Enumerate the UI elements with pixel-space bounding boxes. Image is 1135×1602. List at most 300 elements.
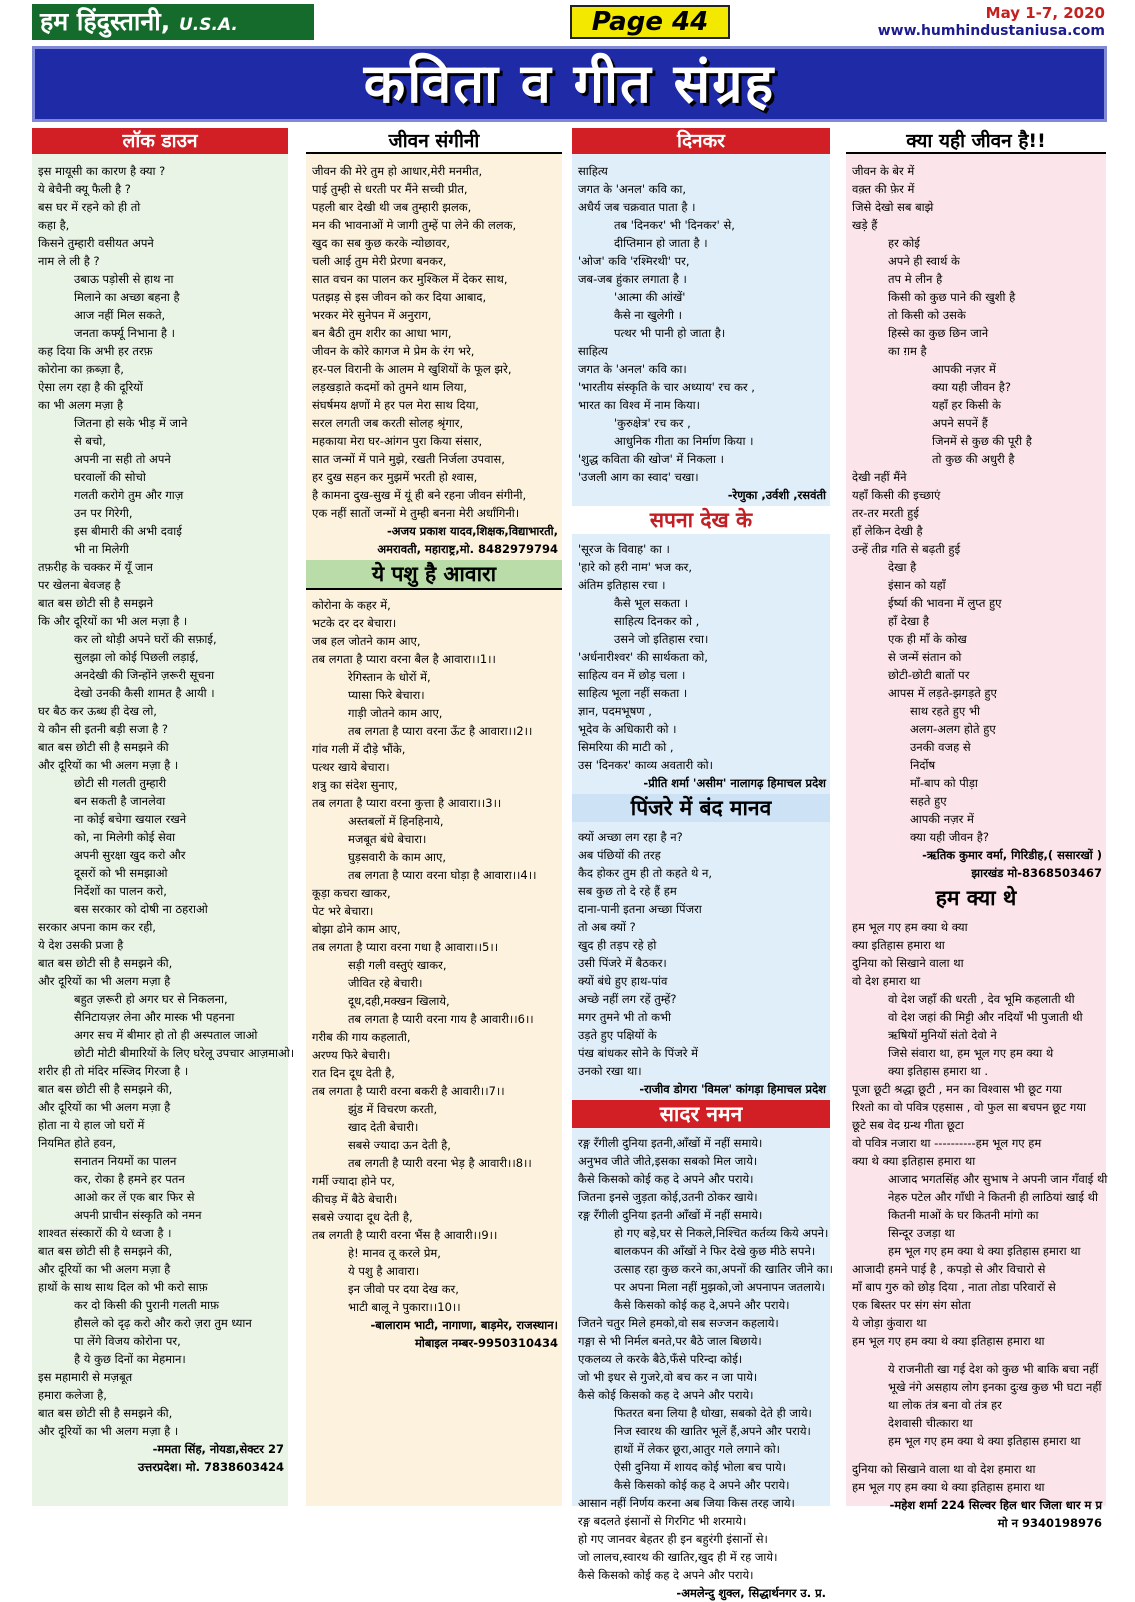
poem-line: गलती करोगे तुम और गाज़ (74, 488, 184, 502)
poem-author (846, 1496, 1106, 1532)
poem-line: हाँ देखा है (888, 614, 929, 628)
poem-line: बात बस छोटी सी है समझने (38, 596, 154, 610)
poem-line: तब लगता है प्यारा वरना बैल है आवारा।।1।। (312, 652, 496, 666)
poem-line: दुनिया को सिखाने वाला था (852, 956, 964, 970)
poem-line: जितना इनसे जुड़ता कोई,उतनी ठोकर खाये। (578, 1190, 758, 1204)
poem-line: कर दो किसी की पुरानी गलती माफ़ (74, 1298, 220, 1312)
poem-line: हम भूल गए हम क्या थे क्या इतिहास हमारा था (852, 1480, 1045, 1494)
poem-line: बोझा ढोने काम आए, (312, 922, 401, 936)
poem-line: देशवासी चीत्कारा था (888, 1416, 973, 1430)
column-jeevan-sangini (306, 128, 562, 1506)
poem-line: तफ़रीह के चक्कर में यूँ जान (38, 560, 153, 574)
poem-line: सड़ी गली वस्तुएं खाकर, (348, 958, 447, 972)
poem-line: रेगिस्तान के धोरों में, (348, 670, 431, 684)
poem-line: आसान नहीं निर्णय करना अब जिया किस तरह जाये। (578, 1496, 795, 1510)
poem-line: वो देश हमारा था (852, 974, 921, 988)
poem-line: 'ओज' कवि 'रश्मिरथी' पर, (578, 254, 690, 268)
poem-line: अपनी प्राचीन संस्कृति को नमन (74, 1208, 202, 1222)
poem-line: हर दुख सहन कर मुझमें भरती हो श्वास, (312, 470, 478, 484)
poem-body (572, 824, 830, 1080)
poem-line: वो देश जहां की मिट्टी और नदियाँ भी पुजाती थी (888, 1010, 1083, 1024)
poem-line: सरकार अपना काम कर रही, (38, 920, 156, 934)
poem-line: देखो उनकी कैसी शामत है आयी । (74, 686, 215, 700)
poem-line: कर लो थोड़ी अपने घरों की सफ़ाई, (74, 632, 217, 646)
poem-line: चली आई तुम मेरी प्रेरणा बनकर, (312, 254, 447, 268)
poem-line: ये पशु है आवारा। (348, 1264, 420, 1278)
poem-line: पत्थर भी पानी हो जाता है। (614, 326, 726, 340)
brand-logo (32, 4, 314, 40)
poem-line: अपनी सुरक्षा खुद करो और (74, 848, 186, 862)
poem-line: देखी नहीं मैंने (852, 470, 907, 484)
poem-line: क्यों बंधे हुए हाथ-पांव (578, 974, 668, 988)
poem-line: रङ्ग बदलते इंसानों से गिरगिट भी शरमाये। (578, 1514, 747, 1528)
poem-line: कितनी माओं के घर कितनी मांगो का (888, 1208, 1039, 1222)
poem-line: पर खेलना बेवजह है (38, 578, 121, 592)
poem-line: निज स्वारथ की खातिर भूलें हैं,अपने और पराये। (614, 1424, 811, 1438)
poem-line: जितने चतुर मिले हमको,वो सब सज्जन कहलाये। (578, 1316, 779, 1330)
poem-line: मन की भावनाओं मे जागी तुम्हें पा लेने की ललक, (312, 218, 517, 232)
poem-body (306, 158, 562, 522)
poem-line: और दूरियों का भी अलग मज़ा है । (38, 1424, 179, 1438)
issue-date: May 1-7, 2020 (985, 4, 1105, 22)
poem-line: भी ना मिलेगी (74, 542, 129, 556)
author-line: उत्तरप्रदेश। मो. 7838603424 (137, 1460, 284, 1474)
poem-line: कैसे भूल सकता । (614, 596, 688, 610)
poem-line: शाश्वत संस्कारों की ये ध्वजा है । (38, 1226, 172, 1240)
poem-line: कैसे किसको कोई कह दे,अपने और पराये। (614, 1298, 790, 1312)
poem-line: मजबूत बंधे बेचारा। (348, 832, 427, 846)
poem-line: बहुत ज़रूरी हो अगर घर से निकलना, (74, 992, 228, 1006)
poem-line: जो लालच,स्वारथ की खातिर,खुद ही में रह जाये। (578, 1550, 778, 1564)
column-kya-yahi-jeevan (846, 128, 1108, 1530)
poem-title-hum-kya-the: हम क्या थे (935, 886, 1017, 910)
poem-line: कूड़ा कचरा खाकर, (312, 886, 391, 900)
poem-line: 'सूरज के विवाह' का । (578, 542, 670, 556)
poem-line: बात बस छोटी सी है समझने की, (38, 1406, 173, 1420)
poem-author (572, 1584, 830, 1602)
poem-line: हो गए बड़े,घर से निकले,निश्चित कर्तव्य किये अपने। (614, 1226, 829, 1240)
poem-line: जब-जब हुंकार लगाता है । (578, 272, 687, 286)
poem-line: हर कोई (888, 236, 920, 250)
poem-line: क्यों अच्छा लग रहा है न? (578, 830, 683, 844)
poem-line: तो अब क्यों ? (578, 920, 636, 934)
poem-line: ये बेचैनी क्यू फैली है ? (38, 182, 131, 196)
poem-line: सात वचन का पालन कर मुश्किल में देकर साथ, (312, 272, 508, 286)
poem-line: सरल लगती जब करती सोलह श्रृंगार, (312, 416, 464, 430)
poem-line: कहा है, (38, 218, 70, 232)
poem-line: महकाया मेरा घर-आंगन पुरा किया संसार, (312, 434, 483, 448)
poem-line: कैसे किसको कोई कह दे अपने और पराये। (578, 1172, 754, 1186)
poem-line: तब लगता है प्यारा वरना ऊँट है आवारा।।2।। (348, 724, 533, 738)
poem-line: अस्तबलों में हिनहिनाये, (348, 814, 444, 828)
poem-line: आपकी नज़र में (932, 362, 996, 376)
poem-line: उन्हें तीव्र गति से बढ़ती हुई (852, 542, 961, 556)
poem-line: वो देश जहाँ की धरती , देव भूमि कहलाती थी (888, 992, 1075, 1006)
poem-line: तो कुछ की अधुरी है (932, 452, 1015, 466)
poem-line: तब लगता है प्यारी वरना गाय है आवारी।।6।। (348, 1012, 534, 1026)
poem-line: तब 'दिनकर' भी 'दिनकर' से, (614, 218, 735, 232)
poem-line: इस मायूसी का कारण है क्या ? (38, 164, 166, 178)
poem-line: सबसे ज्यादा दूध देती है, (312, 1210, 413, 1224)
poem-line: इस बीमारी की अभी दवाई (74, 524, 182, 538)
poem-line: हम भूल गए हम क्या थे क्या इतिहास हमारा था (852, 1334, 1045, 1348)
poem-line: बात बस छोटी सी है समझने की, (38, 1244, 173, 1258)
poem-line: तप मे लीन है (888, 272, 943, 286)
poem-line: इस महामारी से मज़बूत (38, 1370, 133, 1384)
poem-line: ऐसा लग रहा है की दूरियों (38, 380, 143, 394)
poem-line: रङ्ग रँगीली दुनिया इतनी,आँखों में नहीं समाये। (578, 1136, 763, 1150)
poem-line: माँ-बाप को पीड़ा (910, 776, 978, 790)
poem-line: शत्रु का संदेश सुनाए, (312, 778, 398, 792)
poem-line: पंख बांधकर सोने के पिंजरे में (578, 1046, 698, 1060)
poem-line: रिश्तो का वो पवित्र एहसास , वो फुल सा बचपन छूट गया (852, 1100, 1086, 1114)
poem-line: हो गए जानवर बेहतर ही इन बहुरंगी इंसानों से। (578, 1532, 768, 1546)
poem-title-pashu: ये पशु है आवारा (306, 560, 562, 590)
author-line: -बालाराम भाटी, नागाणा, बाड़मेर, राजस्थान। (370, 1318, 558, 1332)
poem-line: बात बस छोटी सी है समझने की, (38, 956, 173, 970)
poem-line: साहित्य (578, 164, 608, 178)
poem-line: अच्छे नहीं लग रहें तुम्हें? (578, 992, 677, 1006)
poem-line: आपस में लड़ते-झगड़ते हुए (888, 686, 997, 700)
poem-line: जनता कर्फ्यू निभाना है । (74, 326, 176, 340)
poem-line: मगर तुमने भी तो कभी (578, 1010, 671, 1024)
poem-title-sapna: सपना देख के (572, 506, 830, 534)
poem-line: ये जोड़ा कुंवारा था (852, 1316, 927, 1330)
author-line: -रेणुका ,उर्वशी ,रसवंती (727, 488, 826, 502)
poem-line: जगत के 'अनल' कवि का, (578, 182, 686, 196)
poem-line: देखा है (888, 560, 917, 574)
page-number: Page 44 (570, 5, 730, 39)
poem-line: उन पर गिरेगी, (74, 506, 133, 520)
author-line: -प्रीति शर्मा 'असीम' नालागढ़ हिमाचल प्रदेश (643, 776, 826, 790)
author-line: -अजय प्रकाश यादव,शिक्षक,विद्याभारती, (387, 524, 558, 538)
poem-line: बालकपन की आँखों ने फिर देखे कुछ मीठे सपने। (614, 1244, 816, 1258)
poem-line: सिन्दूर उजड़ा था (888, 1226, 955, 1240)
poem-line: हम भूल गए हम क्या थे क्या (852, 920, 968, 934)
poem-line: छोटी सी गलती तुम्हारी (74, 776, 167, 790)
author-line: मोबाइल नम्बर-9950310434 (414, 1336, 558, 1350)
poem-line: भारत का विश्व में नाम किया। (578, 398, 700, 412)
poem-body (32, 158, 295, 1440)
poem-line: और दूरियों का भी अलग मज़ा है । (38, 758, 179, 772)
author-line: -अमलेन्दु शुक्ल, सिद्धार्थनगर उ. प्र. (676, 1586, 826, 1600)
poem-line: जिसे संवारा था, हम भूल गए हम क्या थे (888, 1046, 1054, 1060)
poem-author (846, 846, 1106, 882)
poem-line: अपनी ना सही तो अपने (74, 452, 171, 466)
poem-line: हाथों के साथ साथ दिल को भी करो साफ़ (38, 1280, 208, 1294)
poem-line: दूध,दही,मक्खन खिलाये, (348, 994, 450, 1008)
website-link[interactable]: www.humhindustaniusa.com (877, 23, 1105, 39)
author-line: अमरावती, महाराष्ट्र,मो. 8482979794 (377, 542, 558, 556)
poem-line: कैसे किसको कोई कह दे अपने और पराये। (578, 1568, 754, 1582)
poem-line: किसने तुम्हारी वसीयत अपने (38, 236, 154, 250)
poem-line: आजादी हमने पाई है , कपड़ो से और विचारो से (852, 1262, 1046, 1276)
poem-line: से जन्में संतान को (888, 650, 962, 664)
poem-line: 'कुरुक्षेत्र' रच कर , (614, 416, 691, 430)
poem-line: घुड़सवारी के काम आए, (348, 850, 447, 864)
section-banner (32, 46, 1107, 122)
poem-line: कह दिया कि अभी हर तरफ़ (38, 344, 153, 358)
poem-line: झुंड में विचरण करती, (348, 1102, 438, 1116)
poem-line: जगत के 'अनल' कवि का। (578, 362, 687, 376)
poem-author (572, 774, 830, 792)
poem-line: एक नहीं सातों जन्मों मे तुम्ही बनना मेरी अर्धांगिनी। (312, 506, 520, 520)
poem-line: वक़्त की फ़ेर में (852, 182, 915, 196)
poem-line: का भी अलग मज़ा है (38, 398, 124, 412)
poem-line: को, ना मिलेगी कोई सेवा (74, 830, 176, 844)
poem-line: उस 'दिनकर' काव्य अवतारी को। (578, 758, 714, 772)
poem-line: वो पवित्र नजारा था ----------हम भूल गए हम (852, 1136, 1042, 1150)
poem-line: भूदेव के अधिकारी को । (578, 722, 677, 736)
poem-line: कैसे कोई किसको कह दे अपने और पराये। (578, 1388, 754, 1402)
poem-line: साथ रहते हुए भी (910, 704, 980, 718)
poem-line: ये कौन सी इतनी बड़ी सजा है ? (38, 722, 168, 736)
poem-line: क्या यही जीवन है? (932, 380, 1012, 394)
poem-line: प्यासा फिरे बेचारा। (348, 688, 425, 702)
poem-line: का ग़म है (888, 344, 927, 358)
poem-line: शरीर ही तो मंदिर मस्जिद गिरजा है । (38, 1064, 189, 1078)
poem-line: क्या इतिहास हमारा था . (888, 1064, 989, 1078)
brand-usa: U.S.A. (178, 15, 238, 35)
page-header (32, 4, 1107, 42)
poem-line: उबाऊ पड़ोसी से हाथ ना (74, 272, 174, 286)
poem-line: 'भारतीय संस्कृति के चार अध्याय' रच कर , (578, 380, 755, 394)
poem-line: नियमित होते हवन, (38, 1136, 116, 1150)
poem-line: हम भूल गए हम क्या थे क्या इतिहास हमारा था (888, 1434, 1081, 1448)
poem-line: बात बस छोटी सी है समझने की (38, 740, 169, 754)
poem-line: बस घर में रहने को ही तो (38, 200, 141, 214)
poem-line: भाटी बालू ने पुकारा।।10।। (348, 1300, 461, 1314)
poem-line: खुद का सब कुछ करके न्योछावर, (312, 236, 451, 250)
poem-line: जब हल जोतने काम आए, (312, 634, 421, 648)
poem-line: किसी को कुछ पाने की खुशी है (888, 290, 1016, 304)
poem-line: गर्मी ज्यादा होने पर, (312, 1174, 395, 1188)
poem-line: सैनिटायज़र लेना और मास्क भी पहनना (74, 1010, 235, 1024)
poem-line: आओ कर लें एक बार फिर से (74, 1190, 195, 1204)
poem-line: लड़खड़ाते कदमों को तुमने थाम लिया, (312, 380, 468, 394)
poem-line: यहाँ हर किसी के (932, 398, 1001, 412)
poem-line: इन जीवो पर दया देख कर, (348, 1282, 459, 1296)
poem-line: कोरोना का क़ब्ज़ा है, (38, 362, 124, 376)
poem-line: है ये कुछ दिनों का मेहमान। (74, 1352, 186, 1366)
poem-line: तब लगती है प्यारी वरना भेड़ है आवारी।।8।। (348, 1156, 532, 1170)
poem-line: हर-पल विरानी के आलम मे खुशियों के फूल झरे, (312, 362, 512, 376)
poem-line: हमारा कलेजा है, (38, 1388, 107, 1402)
poem-line: छोटी मोटी बीमारियों के लिए घरेलू उपचार आज़माओ। (74, 1046, 295, 1060)
poem-line: अंतिम इतिहास रचा । (578, 578, 666, 592)
poem-line: अपने सपनें हैं (932, 416, 988, 430)
poem-line: होता ना ये हाल जो घरों में (38, 1118, 145, 1132)
poem-line: ईर्ष्या की भावना में लुप्त हुए (888, 596, 1002, 610)
poem-line: क्या यही जीवन है? (910, 830, 990, 844)
poem-line: मिलाने का अच्छा बहना है (74, 290, 180, 304)
poem-line: से बचो, (74, 434, 106, 448)
poem-title-sadar-naman: सादर नमन (572, 1100, 830, 1128)
poem-line: अब पंछियों की तरह (578, 848, 661, 862)
poem-line: उसी पिंजरे में बैठकर। (578, 956, 667, 970)
poem-line: तब लगता है प्यारा वरना कुत्ता है आवारा।।3।। (312, 796, 502, 810)
poem-line: घर बैठ कर ऊब्ध ही देख लो, (38, 704, 157, 718)
poem-line: तब लगता है प्यारा वरना घोड़ा है आवारा।।4।। (348, 868, 537, 882)
poem-author (32, 1440, 288, 1476)
poem-author (306, 522, 562, 558)
poem-line: कैद होकर तुम ही तो कहते थे न, (578, 866, 713, 880)
poem-line: यहाँ किसी की इच्छाएं (852, 488, 941, 502)
poem-line: 'उजली आग का स्वाद' चखा। (578, 470, 699, 484)
poem-line: सबसे ज्यादा ऊन देती है, (348, 1138, 451, 1152)
poem-line: अधैर्य जब चक्रवात पाता है । (578, 200, 696, 214)
brand-name: हम हिंदुस्तानी, (40, 7, 171, 36)
poem-line: खुद ही तड़प रहे हो (578, 938, 657, 952)
poem-line: पत्थर खाये बेचारा। (312, 760, 390, 774)
poem-line: हिस्से का कुछ छिन जाने (888, 326, 989, 340)
poem-line: खड़े हैं (852, 218, 878, 232)
poem-line: 'अर्धनारीश्वर' की सार्थकता को, (578, 650, 708, 664)
poem-line: एकलव्य ले करके बैठे,फँसे परिन्दा कोई। (578, 1352, 743, 1366)
poem-line: एक ही माँ के कोख (888, 632, 967, 646)
poem-line: दाना-पानी इतना अच्छा पिंजरा (578, 902, 702, 916)
poem-line: पेट भरे बेचारा। (312, 904, 374, 918)
author-line: -राजीव डोगरा 'विमल' कांगड़ा हिमाचल प्रदेश (639, 1082, 826, 1096)
poem-line: अगर सच में बीमार हो तो ही अस्पताल जाओ (74, 1028, 258, 1042)
poem-line: कीचड़ में बैठे बेचारी। (312, 1192, 398, 1206)
poem-line: ये देश उसकी प्रजा है (38, 938, 124, 952)
poem-line: बन बैठी तुम शरीर का आधा भाग, (312, 326, 452, 340)
poem-line: तब लगता है प्यारी वरना बकरी है आवारी।।7।। (312, 1084, 505, 1098)
poem-line: आधुनिक गीता का निर्माण किया । (614, 434, 754, 448)
poem-line: और दूरियों का भी अलग मज़ा है (38, 974, 171, 988)
poem-line: ये राजनीती खा गई देश को कुछ भी बाकि बचा नहीं (888, 1362, 1099, 1376)
poem-line: दुनिया को सिखाने वाला था वो देश हमारा था (852, 1462, 1036, 1476)
poem-line: माँ बाप गुरु को छोड़ दिया , नाता तोडा परिवारों से (852, 1280, 1056, 1294)
poem-line: साहित्य भूला नहीं सकता । (578, 686, 688, 700)
poem-body (572, 158, 830, 486)
poem-line: हम भूल गए हम क्या थे क्या इतिहास हमारा था (888, 1244, 1081, 1258)
poem-line: नाम ले ली है ? (38, 254, 100, 268)
poem-line: हाथों में लेकर छूरा,आतुर गले लगाने को। (614, 1442, 781, 1456)
poem-line: गांव गली में दौड़े भौंके, (312, 742, 406, 756)
poem-line: तब लगता है प्यारा वरना गधा है आवारा।।5।। (312, 940, 499, 954)
poem-line: जीवन के बेर में (852, 164, 915, 178)
banner-title: कविता व गीत संग्रह (363, 52, 776, 115)
poem-line: और दूरियों का भी अलग मज़ा है (38, 1262, 171, 1276)
column-lockdown (32, 128, 295, 1506)
poem-line: उनकी वजह से (910, 740, 971, 754)
poem-line: सनातन नियमों का पालन (74, 1154, 177, 1168)
poem-line: जो भी इधर से गुजरे,वो बच कर न जा पाये। (578, 1370, 758, 1384)
author-line: -ममता सिंह, नोयडा,सेक्टर 27 (152, 1442, 284, 1456)
poem-line: हे! मानव तू करले प्रेम, (348, 1246, 441, 1260)
poem-line: कोरोना के कहर में, (312, 598, 391, 612)
poem-line: पर अपना मिला नहीं मुझको,जो अपनापन जतलाये। (614, 1280, 825, 1294)
poem-line: अरण्य फिरे बेचारी। (312, 1048, 391, 1062)
poem-line: क्या थे क्या इतिहास हमारा था (852, 1154, 976, 1168)
poem-line: सात जन्मों में पाने मुझे, रखती निर्जला उपवास, (312, 452, 505, 466)
poem-line: ऐसी दुनिया में शायद कोई भोला बच पाये। (614, 1460, 786, 1474)
poem-line: तो किसी को उसके (888, 308, 966, 322)
poem-body (572, 1130, 833, 1584)
poem-line: रङ्ग रँगीली दुनिया इतनी आँखों में नहीं समाये। (578, 1208, 763, 1222)
poem-line: है कामना दुख-सुख में यूं ही बने रहना जीवन संगीनी, (312, 488, 527, 502)
poem-line: तर-तर मरती हुई (852, 506, 919, 520)
poem-line: तब लगती है प्यारी वरना भैंस है आवारी।।9।। (312, 1228, 498, 1242)
poem-line: जीवन की मेरे तुम हो आधार,मेरी मनमीत, (312, 164, 483, 178)
author-line: -महेश शर्मा 224 सिल्वर हिल धार जिला धार म प्र (889, 1498, 1102, 1512)
poem-line: भरकर मेरे सुनेपन में अनुराग, (312, 308, 432, 322)
poem-line: अनदेखी की जिन्होंने ज़रूरी सूचना (74, 668, 215, 682)
poem-line: 'आत्मा की आंखें' (614, 290, 686, 304)
author-line: मो न 9340198976 (997, 1516, 1102, 1530)
poem-line: नेहरु पटेल और गाँधी ने कितनी ही लाठियां खाई थी (888, 1190, 1098, 1204)
poem-line: हाँ लेकिन देखी है (852, 524, 923, 538)
poem-line: दीप्तिमान हो जाता है । (614, 236, 708, 250)
poem-line: छोटी-छोटी बातों पर (888, 668, 970, 682)
poem-line: आपकी नज़र में (910, 812, 974, 826)
poem-author (572, 1080, 830, 1098)
poem-line: पूजा छूटी श्रद्धा छूटी , मन का विश्वास भी छूट गया (852, 1082, 1062, 1096)
poem-line: घरवालों की सोचो (74, 470, 146, 484)
poem-line: जीवित रहे बेचारी। (348, 976, 423, 990)
column-dinkar (572, 128, 833, 1600)
poem-line: बन सकती है जानलेवा (74, 794, 166, 808)
poem-line: जिसे देखो सब बाझे (852, 200, 934, 214)
poem-line: संघर्षमय क्षणों मे हर पल मेरा साथ दिया, (312, 398, 479, 412)
poem-line: उत्साह रहा कुछ करने का,अपनों की खातिर जीने का। (614, 1262, 833, 1276)
poem-line: जीवन के कोरे कागज मे प्रेम के रंग भरे, (312, 344, 475, 358)
poem-line: पहली बार देखी थी जब तुम्हारी झलक, (312, 200, 472, 214)
poem-line: एक बिस्तर पर संग संग सोता (852, 1298, 971, 1312)
poem-line: भटके दर दर बेचारा। (312, 616, 397, 630)
poem-line: कैसे किसको कोई कह दे अपने और पराये। (614, 1478, 790, 1492)
poem-line: और दूरियों का भी अलग मज़ा है (38, 1100, 171, 1114)
poem-author (306, 1316, 562, 1352)
poem-body (306, 592, 562, 1316)
poem-line: छूटे सब वेद ग्रन्थ गीता छूटा (852, 1118, 964, 1132)
poem-line: सुलझा लो कोई पिछली लड़ाई, (74, 650, 199, 664)
poem-body (572, 536, 830, 774)
poem-line: निर्दोष (910, 758, 936, 772)
poem-line: खाद देती बेचारी। (348, 1120, 419, 1134)
poem-line: पा लेंगे विजय कोरोना पर, (74, 1334, 181, 1348)
poem-line: ना कोई बचेगा खयाल रखने (74, 812, 187, 826)
poem-line: अलग-अलग होते हुए (910, 722, 996, 736)
poem-line: रात दिन दूध देती है, (312, 1066, 395, 1080)
poem-line: पतझड़ से इस जीवन को कर दिया आबाद, (312, 290, 487, 304)
author-line: -ऋतिक कुमार वर्मा, गिरिडीह,( ससारखों ) (922, 848, 1102, 862)
poem-title-jeevan-sangini: जीवन संगीनी (306, 128, 562, 154)
poem-line: कि और दूरियों का भी अल मज़ा है । (38, 614, 188, 628)
poem-body (846, 158, 1106, 846)
poem-title-pinjre: पिंजरे में बंद मानव (572, 794, 830, 822)
author-line: झारखंड मो-8368503467 (971, 866, 1102, 880)
poem-line: था लोक तंत्र बना वो तंत्र हर (888, 1398, 1002, 1412)
poem-line: साहित्य दिनकर को , (614, 614, 700, 628)
poem-body (846, 914, 1106, 1496)
poem-line: उनको रखा था। (578, 1064, 642, 1078)
poem-line: सिमरिया की माटी को , (578, 740, 674, 754)
poem-line: आज नहीं मिल सकते, (74, 308, 166, 322)
poem-line: सब कुछ तो दे रहे हैं हम (578, 884, 677, 898)
poem-line: इंसान को यहाँ (888, 578, 946, 592)
poem-line: कर, रोका है हमने हर पतन (74, 1172, 185, 1186)
poem-line: बस सरकार को दोषी ना ठहराओ (74, 902, 208, 916)
poem-title-lockdown: लॉक डाउन (32, 128, 288, 154)
poem-line: जिनमें से कुछ की पूरी है (932, 434, 1032, 448)
poem-line: साहित्य वन में छोड़ चला । (578, 668, 686, 682)
poem-title-dinkar: दिनकर (572, 128, 830, 154)
poem-line: ऋषियों मुनियों संतो देवो ने (888, 1028, 997, 1042)
poem-line: अनुभव जीते जीते,इसका सबको मिल जाये। (578, 1154, 758, 1168)
